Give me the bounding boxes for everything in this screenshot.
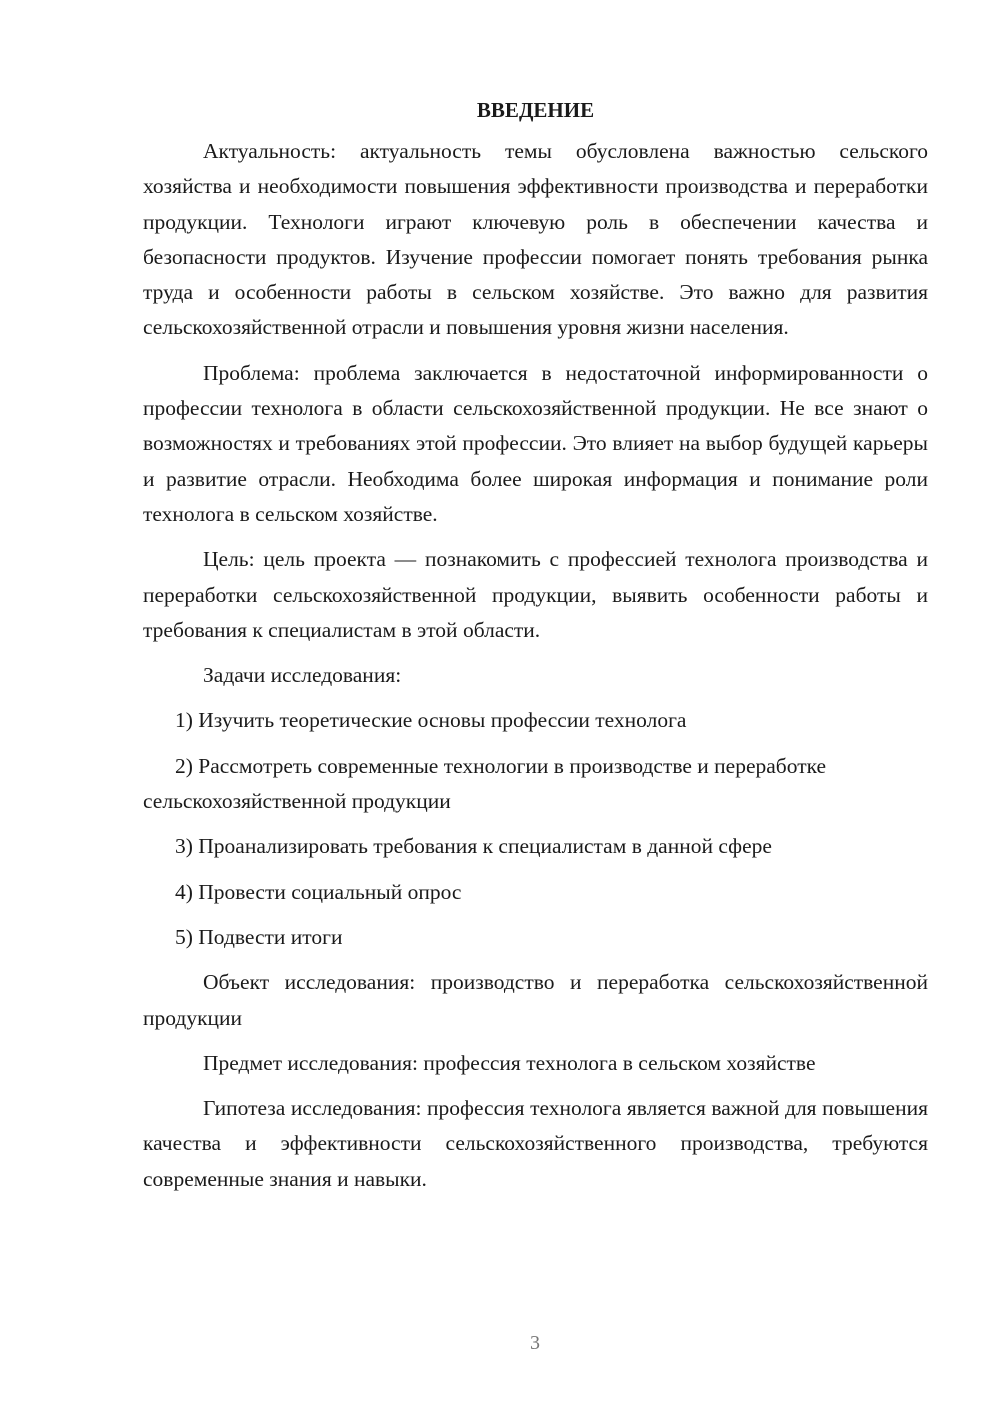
- list-item: 3) Проанализировать требования к специалистам в данной сфере: [175, 834, 772, 859]
- list-item: 2) Рассмотреть современные технологии в производстве и переработке сельскохозяйственной продукции: [143, 753, 827, 814]
- goal-paragraph: Цель: цель проекта — познакомить с профессией технолога производства и переработки сельскохозяйственной продукции, выявить особенности работы и требования к специалистам в этой области.: [143, 547, 928, 642]
- list-item: 4) Провести социальный опрос: [175, 879, 462, 904]
- list-item: 1) Изучить теоретические основы профессии технолога: [175, 708, 687, 733]
- document-page: [143, 94, 928, 1207]
- relevance-paragraph: Актуальность: актуальность темы обусловлена важностью сельского хозяйства и необходимости повышения эффективности производства и переработки продукции. Технологи играют ключевую роль в обеспечении качества и безопасности продуктов. Изучение профессии помогает понять требования рынка труда и особенности работы в сельском хозяйстве. Это важно для развития сельскохозяйственной отрасли и повышения уровня жизни населения.: [143, 139, 928, 340]
- hypothesis-paragraph: Гипотеза исследования: профессия технолога является важной для повышения качества и эффективности сельскохозяйственного производства, требуются современные знания и навыки.: [143, 1096, 928, 1191]
- list-item: 5) Подвести итоги: [175, 924, 343, 949]
- subject-paragraph: Предмет исследования: профессия технолога в сельском хозяйстве: [203, 1050, 816, 1075]
- problem-paragraph: Проблема: проблема заключается в недостаточной информированности о профессии технолога в области сельскохозяйственной продукции. Не все знают о возможностях и требованиях этой профессии. Это влияет на выбор будущей карьеры и развитие отрасли. Необходима более широкая информация и понимание роли технолога в сельском хозяйстве.: [143, 360, 928, 526]
- object-paragraph: Объект исследования: производство и переработка сельскохозяйственной продукции: [143, 970, 928, 1030]
- tasks-list: [143, 703, 928, 955]
- tasks-heading: Задачи исследования:: [203, 663, 402, 688]
- page-title: ВВЕДЕНИЕ: [476, 98, 595, 122]
- page-number: 3: [530, 1332, 540, 1354]
